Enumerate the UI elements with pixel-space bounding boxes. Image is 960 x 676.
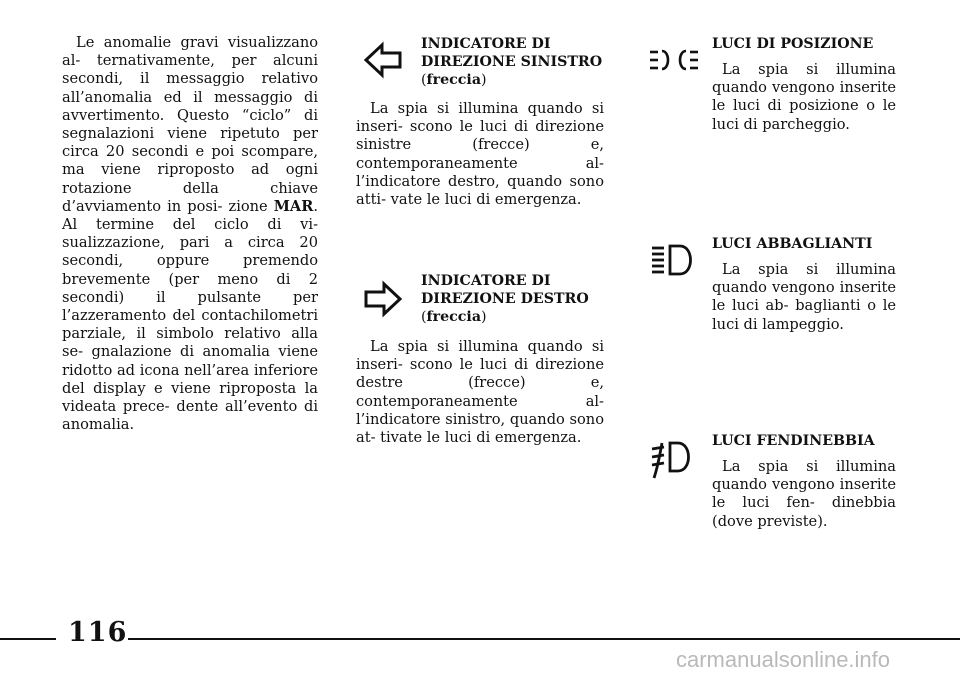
footer-rule-left — [0, 638, 56, 640]
fog-lights-text: La spia si illumina quando vengono inserite le luci fen- dinebbia (dove previste). — [712, 458, 896, 530]
left-indicator-title: INDICATORE DI DIREZIONE SINISTRO (freccia) — [421, 36, 603, 89]
footer-rule-right — [128, 638, 960, 640]
watermark: carmanualsonline.info — [676, 647, 891, 672]
paragraph-text-end: . Al termine del ciclo di vi- sualizzazione, pari a circa 20 secondi, oppure premendo brevemente (per meno di 2 secondi) il pulsante per l’azzeramento del contachilometri parziale, il simbolo relativo alla se- gnalazione di anomalia viene ridotto ad icona nell’area inferiore del display e viene riproposta la videata prece- dente all’evento di anomalia. — [62, 197, 318, 434]
anomaly-paragraph — [62, 34, 318, 434]
fog-lights-title: LUCI FENDINEBBIA — [712, 433, 875, 449]
right-arrow-icon — [362, 279, 404, 319]
paragraph-text-start: Le anomalie gravi visualizzano al- ternativamente, per alcuni secondi, il messaggio relativo all’anomalia ed il messaggio di avvertimento. Questo “ciclo” di segnalazioni viene ripetuto per circa 20 secondi e poi scompare, ma viene riproposto ad ogni rotazione della chiave d’avviamento in posi- zione — [62, 34, 318, 215]
high-beam-text: La spia si illumina quando vengono inserite le luci ab- baglianti o le luci di lampeggio. — [712, 261, 896, 333]
position-lights-title: LUCI DI POSIZIONE — [712, 36, 874, 52]
right-indicator-title: INDICATORE DI DIREZIONE DESTRO (freccia) — [421, 273, 589, 326]
position-lights-text: La spia si illumina quando vengono inserite le luci di posizione o le luci di parcheggio. — [712, 61, 896, 133]
left-arrow-icon — [362, 40, 404, 80]
key-position-mar: MAR — [273, 197, 314, 215]
left-indicator-text: La spia si illumina quando si inseri- scono le luci di direzione sinistre (frecce) e, contemporaneamente al- l’indicatore destro, quando sono atti- vate le luci di emergenza. — [356, 100, 604, 209]
right-indicator-text: La spia si illumina quando si inseri- scono le luci di direzione destre (frecce) e, contemporaneamente al- l’indicatore sinistro, quando sono at- tivate le luci di emergenza. — [356, 338, 604, 447]
high-beam-title: LUCI ABBAGLIANTI — [712, 236, 873, 252]
page-number: 116 — [68, 617, 128, 648]
